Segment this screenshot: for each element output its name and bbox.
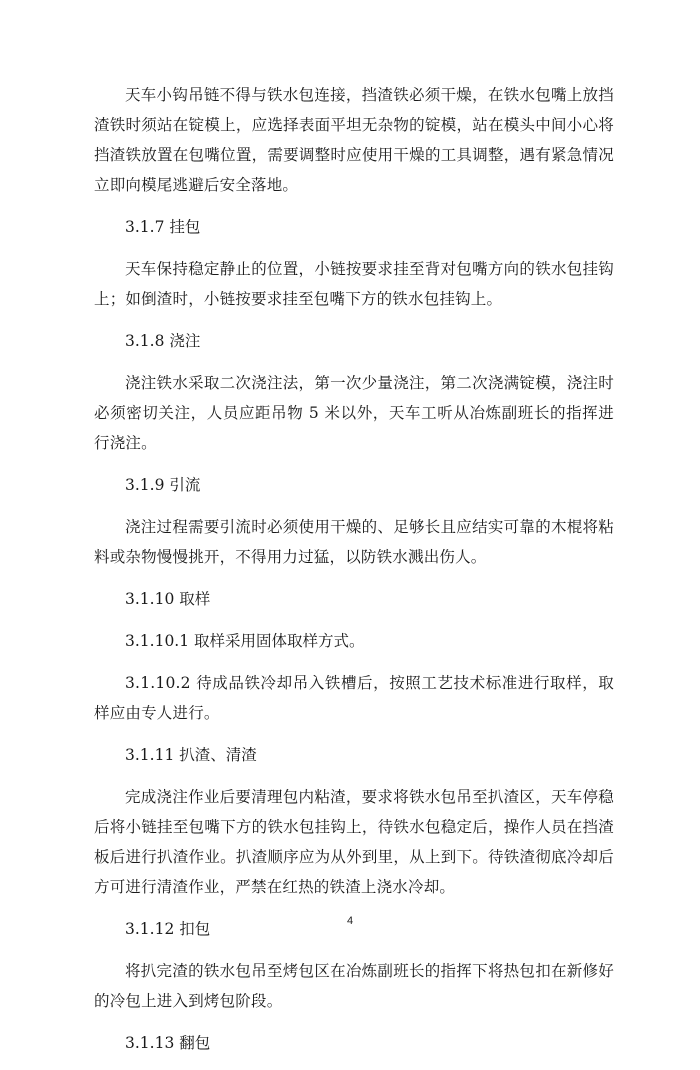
section-heading-3-1-7: 3.1.7 挂包 [125,218,201,236]
paragraph-ladle-connection: 天车小钩吊链不得与铁水包连接，挡渣铁必须干燥，在铁水包嘴上放挡渣铁时须站在锭模上，应选择表面平坦无杂物的锭模，站在模头中间小心将挡渣铁放置在包嘴位置，需要调整时应使用干燥的工具调整，遇有紧急情况立即向模尾逃避后安全落地。 [94,86,614,194]
section-heading-3-1-8: 3.1.8 浇注 [125,332,201,350]
page-number: 4 [346,915,354,927]
section-heading-3-1-13: 3.1.13 翻包 [125,1034,211,1052]
paragraph-diversion: 浇注过程需要引流时必须使用干燥的、足够长且应结实可靠的木棍将粘料或杂物慢慢挑开，不得用力过猛，以防铁水溅出伤人。 [94,518,614,566]
section-heading-3-1-9: 3.1.9 引流 [125,476,201,494]
subsection-3-1-10-2: 3.1.10.2 待成品铁冷却吊入铁槽后，按照工艺技术标准进行取样，取样应由专人进行。 [94,674,614,722]
paragraph-slag-removal: 完成浇注作业后要清理包内粘渣，要求将铁水包吊至扒渣区，天车停稳后将小链挂至包嘴下方的铁水包挂钩上，待铁水包稳定后，操作人员在挡渣板后进行扒渣作业。扒渣顺序应为从外到里，从上到下。待铁渣彻底冷却后方可进行清渣作业，严禁在红热的铁渣上浇水冷却。 [94,788,614,896]
section-heading-3-1-11: 3.1.11 扒渣、清渣 [125,746,257,764]
paragraph-hang-ladle: 天车保持稳定静止的位置，小链按要求挂至背对包嘴方向的铁水包挂钩上；如倒渣时，小链按要求挂至包嘴下方的铁水包挂钩上。 [94,260,614,308]
subsection-3-1-10-1: 3.1.10.1 取样采用固体取样方式。 [125,632,365,650]
paragraph-capping-ladle: 将扒完渣的铁水包吊至烤包区在冶炼副班长的指挥下将热包扣在新修好的冷包上进入到烤包阶段。 [94,962,614,1010]
section-heading-3-1-10: 3.1.10 取样 [125,590,211,608]
paragraph-pouring: 浇注铁水采取二次浇注法，第一次少量浇注，第二次浇满锭模，浇注时必须密切关注，人员应距吊物 5 米以外，天车工听从冶炼副班长的指挥进行浇注。 [94,374,614,452]
section-heading-3-1-12: 3.1.12 扣包 [125,920,211,938]
